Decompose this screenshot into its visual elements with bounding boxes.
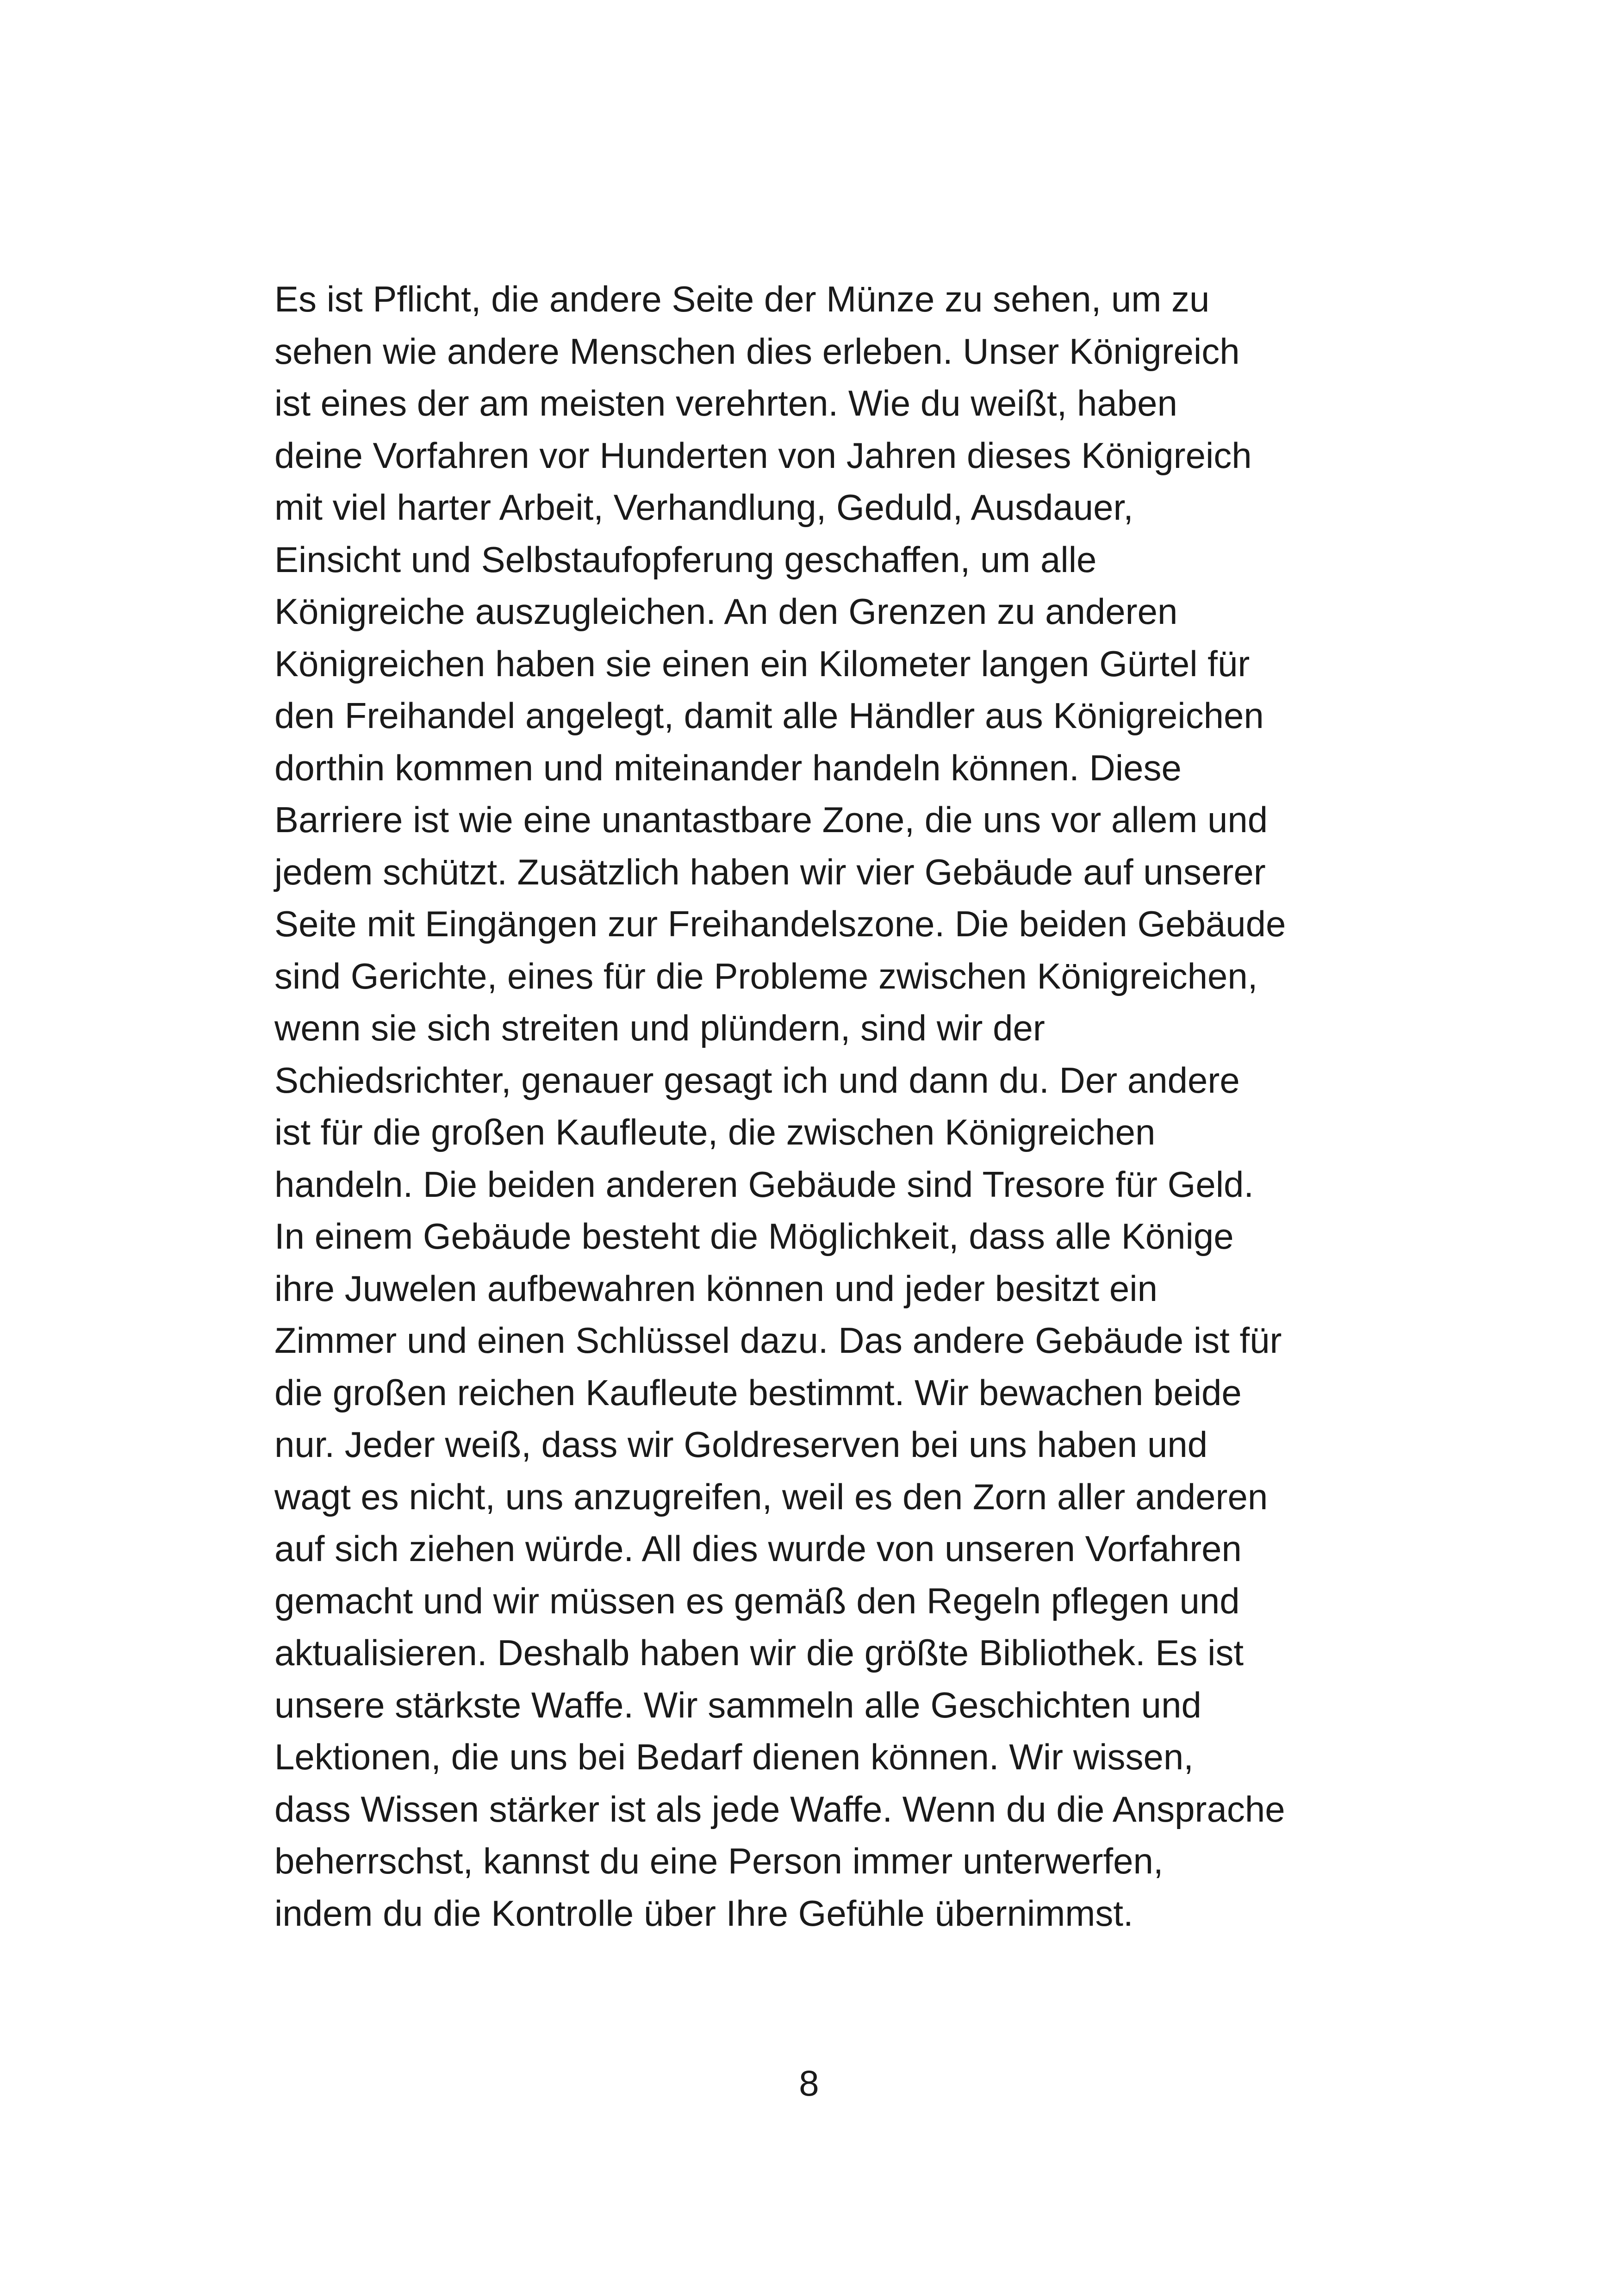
text-line: ist eines der am meisten verehrten. Wie du weißt, haben	[274, 383, 1177, 423]
text-line: ihre Juwelen aufbewahren können und jeder besitzt ein	[274, 1268, 1157, 1309]
text-line: ist für die großen Kaufleute, die zwischen Königreichen	[274, 1112, 1156, 1152]
text-line: Königreiche auszugleichen. An den Grenzen zu anderen	[274, 591, 1178, 632]
text-line: Lektionen, die uns bei Bedarf dienen können. Wir wissen,	[274, 1736, 1194, 1777]
text-line: wenn sie sich streiten und plündern, sind wir der	[274, 1008, 1045, 1048]
text-line: wagt es nicht, uns anzugreifen, weil es den Zorn aller anderen	[274, 1476, 1268, 1517]
text-line: Es ist Pflicht, die andere Seite der Münze zu sehen, um zu	[274, 279, 1210, 319]
text-line: handeln. Die beiden anderen Gebäude sind Tresore für Geld.	[274, 1164, 1254, 1205]
text-line: auf sich ziehen würde. All dies wurde von unseren Vorfahren	[274, 1528, 1242, 1569]
text-line: In einem Gebäude besteht die Möglichkeit, dass alle Könige	[274, 1216, 1234, 1257]
text-line: mit viel harter Arbeit, Verhandlung, Geduld, Ausdauer,	[274, 487, 1133, 528]
text-line: sind Gerichte, eines für die Probleme zwischen Königreichen,	[274, 955, 1258, 996]
text-line: unsere stärkste Waffe. Wir sammeln alle Geschichten und	[274, 1684, 1201, 1725]
text-line: Schiedsrichter, genauer gesagt ich und dann du. Der andere	[274, 1059, 1240, 1101]
text-line: dass Wissen stärker ist als jede Waffe. Wenn du die Ansprache	[274, 1788, 1285, 1829]
text-line: die großen reichen Kaufleute bestimmt. Wir bewachen beide	[274, 1372, 1242, 1413]
text-line: nur. Jeder weiß, dass wir Goldreserven bei uns haben und	[274, 1424, 1208, 1465]
text-line: indem du die Kontrolle über Ihre Gefühle übernimmst.	[274, 1892, 1133, 1934]
text-line: Barriere ist wie eine unantastbare Zone, die uns vor allem und	[274, 799, 1268, 840]
text-line: Einsicht und Selbstaufopferung geschaffen, um alle	[274, 539, 1097, 580]
text-line: beherrschst, kannst du eine Person immer unterwerfen,	[274, 1841, 1164, 1881]
text-line: den Freihandel angelegt, damit alle Händler aus Königreichen	[274, 695, 1264, 736]
text-line: aktualisieren. Deshalb haben wir die größte Bibliothek. Es ist	[274, 1632, 1244, 1673]
text-line: jedem schützt. Zusätzlich haben wir vier Gebäude auf unserer	[274, 851, 1266, 892]
text-line: sehen wie andere Menschen dies erleben. Unser Königreich	[274, 330, 1240, 372]
body-paragraph	[274, 273, 1362, 1939]
text-line: Zimmer und einen Schlüssel dazu. Das andere Gebäude ist für	[274, 1320, 1282, 1361]
text-line: Seite mit Eingängen zur Freihandelszone. Die beiden Gebäude	[274, 903, 1286, 944]
text-line: Königreichen haben sie einen ein Kilometer langen Gürtel für	[274, 643, 1250, 684]
page-number: 8	[799, 2063, 819, 2103]
text-line: dorthin kommen und miteinander handeln können. Diese	[274, 747, 1182, 788]
text-line: deine Vorfahren vor Hunderten von Jahren dieses Königreich	[274, 435, 1252, 476]
text-line: gemacht und wir müssen es gemäß den Regeln pflegen und	[274, 1580, 1240, 1621]
